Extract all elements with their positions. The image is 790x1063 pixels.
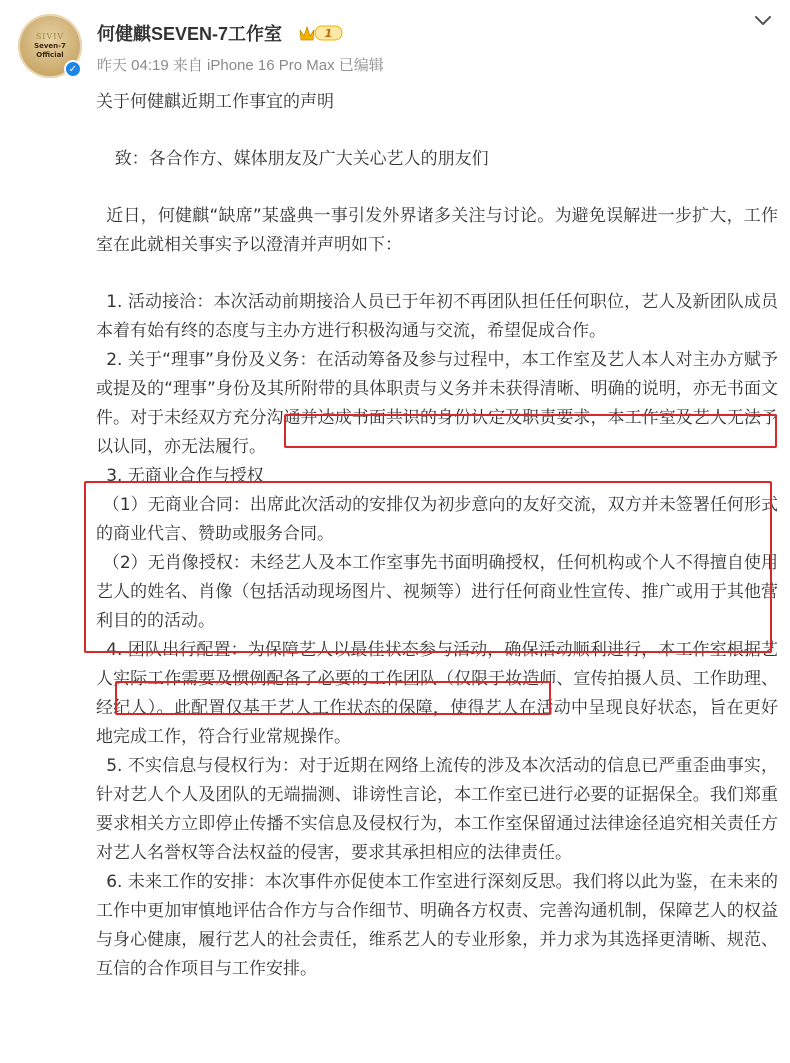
post-item: 2. 关于“理事”身份及义务：在活动筹备及参与过程中，本工作室及艺人本人对主办方赋予或提及的“理事”身份及其所附带的具体职责与义务并未获得清晰、明确的说明，亦无书面文件。对于未经双方充分沟通并达成书面共识的身份认定及职责要求，本工作室及艺人无法予以认同，亦无法履行。	[96, 350, 778, 457]
post-item: 4. 团队出行配置：为保障艺人以最佳状态参与活动，确保活动顺利进行，本工作室根据艺人实际工作需要及惯例配备了必要的工作团队（仅限于妆造师、宣传拍摄人员、工作助理、经纪人）。此配置仅基于艺人工作状态的保障，使得艺人在活动中呈现良好状态，旨在更好地完成工作，符合行业常规操作。	[96, 640, 778, 747]
chevron-down-icon[interactable]	[752, 12, 774, 30]
post-item: 5. 不实信息与侵权行为：对于近期在网络上流传的涉及本次活动的信息已严重歪曲事实，针对艺人个人及团队的无端揣测、诽谤性言论，本工作室已进行必要的证据保全。我们郑重要求相关方立即停止传播不实信息及侵权行为，本工作室保留通过法律途径追究相关责任方对艺人名誉权等合法权益的侵害，要求其承担相应的法律责任。	[96, 756, 778, 863]
post-item: 6. 未来工作的安排：本次事件亦促使本工作室进行深刻反思。我们将以此为鉴，在未来的工作中更加审慎地评估合作方与合作细节、明确各方权责、完善沟通机制，保障艺人的权益与身心健康，履行艺人的社会责任，维系艺人的专业形象，并力求为其选择更清晰、规范、互信的合作项目与工作安排。	[96, 872, 778, 979]
post-salutation: 致：各合作方、媒体朋友及广大关心艺人的朋友们	[114, 149, 489, 169]
post-subitem: （2）无肖像授权：未经艺人及本工作室事先书面明确授权，任何机构或个人不得擅自使用艺人的姓名、肖像（包括活动现场图片、视频等）进行任何商业性宣传、推广或用于其他营利目的的活动。	[96, 553, 778, 631]
avatar-text-line1: Seven-7	[34, 42, 66, 50]
username[interactable]: 何健麒SEVEN-7工作室	[97, 24, 283, 44]
post-item: 3. 无商业合作与授权	[106, 466, 264, 486]
post-title: 关于何健麒近期工作事宜的声明	[96, 92, 334, 112]
avatar-text-line2: Official	[36, 51, 64, 59]
verified-badge-icon: ✓	[64, 60, 82, 78]
post-meta: 昨天 04:19 来自 iPhone 16 Pro Max 已编辑	[97, 57, 384, 74]
avatar-watermark: SIVIV	[35, 32, 65, 41]
post-content	[96, 88, 778, 984]
post-subitem: （1）无商业合同：出席此次活动的安排仅为初步意向的友好交流，双方并未签署任何形式的商业代言、赞助或服务合同。	[96, 495, 778, 544]
vip-level: 1	[324, 27, 333, 40]
post-item: 1. 活动接洽：本次活动前期接洽人员已于年初不再团队担任任何职位，艺人及新团队成员本着有始有终的态度与主办方进行积极沟通与交流，希望促成合作。	[96, 292, 778, 341]
post-intro: 近日，何健麒“缺席”某盛典一事引发外界诸多关注与讨论。为避免误解进一步扩大，工作室在此就相关事实予以澄清并声明如下：	[96, 206, 778, 255]
vip-crown-icon[interactable]	[298, 23, 344, 43]
